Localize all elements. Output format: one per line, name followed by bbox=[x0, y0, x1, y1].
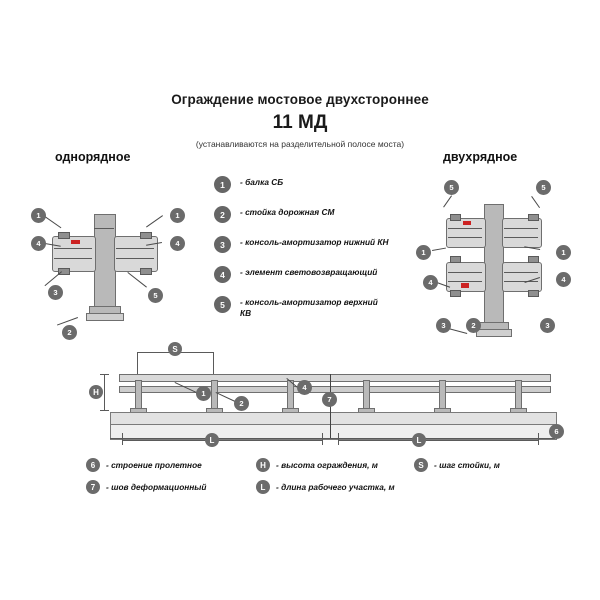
legend-bottom-row bbox=[86, 480, 556, 502]
legend-item bbox=[214, 206, 384, 232]
legend-item bbox=[214, 176, 384, 202]
beam-left-rib bbox=[54, 258, 92, 259]
beam-right bbox=[114, 236, 158, 272]
legend-bottom-row bbox=[86, 458, 556, 480]
legend-bullet: L bbox=[256, 480, 270, 494]
dimension-line-length-right bbox=[338, 440, 538, 441]
beam-rib bbox=[504, 228, 538, 229]
dimension-badge-length-right: L bbox=[412, 433, 426, 447]
legend-text: - шов деформационный bbox=[106, 482, 207, 492]
legend-text: - высота ограждения, м bbox=[276, 460, 378, 470]
label-double-row: двухрядное bbox=[443, 150, 518, 164]
legend-bullet: H bbox=[256, 458, 270, 472]
legend-bullet: 4 bbox=[214, 266, 231, 283]
callout-beam: 1 bbox=[196, 386, 211, 401]
beam-rib bbox=[504, 237, 538, 238]
post-cap bbox=[94, 228, 114, 229]
bracket-lower-left bbox=[450, 290, 461, 297]
callout-reflector: 4 bbox=[297, 380, 312, 395]
leader-line bbox=[443, 195, 452, 207]
legend-text: - строение пролетное bbox=[106, 460, 202, 470]
callout-beam-right: 1 bbox=[170, 208, 185, 223]
callout-console-upper: 5 bbox=[148, 288, 163, 303]
dimension-tick bbox=[338, 433, 339, 445]
legend-bullet: 2 bbox=[214, 206, 231, 223]
legend-text: - элемент световозвращающий bbox=[240, 267, 378, 277]
callout-span-structure: 6 bbox=[549, 424, 564, 439]
legend-item bbox=[214, 236, 389, 262]
bracket-upper-left bbox=[450, 214, 461, 221]
legend-item bbox=[256, 458, 378, 472]
post-vertical bbox=[484, 204, 504, 324]
leader-line bbox=[44, 216, 61, 228]
dimension-tick bbox=[100, 374, 109, 375]
legend-bullet: 5 bbox=[214, 296, 231, 313]
bracket-lower-right bbox=[528, 290, 539, 297]
callout-beam-left: 1 bbox=[416, 245, 431, 260]
legend-text: - длина рабочего участка, м bbox=[276, 482, 395, 492]
legend-bullet: 6 bbox=[86, 458, 100, 472]
leader-line bbox=[146, 215, 163, 227]
beam-rib bbox=[504, 281, 538, 282]
bracket-mid-right bbox=[528, 256, 539, 263]
callout-console-lower-right: 3 bbox=[540, 318, 555, 333]
dimension-tick bbox=[137, 352, 138, 374]
bracket-lower-right bbox=[140, 268, 152, 275]
dimension-tick bbox=[100, 410, 109, 411]
leader-line bbox=[432, 248, 446, 251]
beam-rib bbox=[448, 272, 482, 273]
beam-right-rib bbox=[116, 248, 154, 249]
reflector-left bbox=[71, 240, 80, 244]
reflector-upper-left bbox=[463, 221, 471, 225]
leader-line bbox=[448, 328, 468, 334]
callout-reflector-right: 4 bbox=[170, 236, 185, 251]
legend-text: - шаг стойки, м bbox=[434, 460, 500, 470]
beam-rib bbox=[448, 281, 482, 282]
callout-post: 2 bbox=[466, 318, 481, 333]
dimension-badge-step: S bbox=[168, 342, 182, 356]
beam-upper-right bbox=[502, 218, 542, 248]
callout-beam-left: 1 bbox=[31, 208, 46, 223]
product-code: 11 МД bbox=[272, 112, 328, 133]
page-title: Ограждение мостовое двухстороннее bbox=[171, 92, 429, 107]
callout-console-upper-right: 5 bbox=[536, 180, 551, 195]
legend-bullet: 7 bbox=[86, 480, 100, 494]
legend-text: - консоль-амортизатор верхний КВ bbox=[240, 297, 378, 318]
reflector-lower-left bbox=[461, 283, 469, 288]
post-foundation bbox=[476, 329, 512, 337]
bracket-upper-left bbox=[58, 232, 70, 239]
legend-item bbox=[414, 458, 500, 472]
leader-line bbox=[216, 392, 236, 402]
legend-bottom bbox=[86, 458, 556, 502]
callout-console-upper-left: 5 bbox=[444, 180, 459, 195]
bracket-upper-right bbox=[528, 214, 539, 221]
deck-edge bbox=[110, 438, 555, 439]
legend-text: - стойка дорожная СМ bbox=[240, 207, 335, 217]
callout-expansion-joint: 7 bbox=[322, 392, 337, 407]
legend-item bbox=[86, 480, 206, 494]
legend-bullet: 3 bbox=[214, 236, 231, 253]
bracket-upper-right bbox=[140, 232, 152, 239]
beam-rib bbox=[448, 228, 482, 229]
leader-line bbox=[531, 196, 540, 208]
rail-top bbox=[119, 374, 551, 382]
dimension-badge-length-left: L bbox=[205, 433, 219, 447]
callout-console-lower: 3 bbox=[48, 285, 63, 300]
callout-reflector-left: 4 bbox=[423, 275, 438, 290]
label-single-row: однорядное bbox=[55, 150, 131, 164]
callout-console-lower-left: 3 bbox=[436, 318, 451, 333]
dimension-tick bbox=[213, 352, 214, 374]
post-foundation bbox=[86, 313, 124, 321]
legend-item bbox=[256, 480, 395, 494]
dimension-tick bbox=[322, 433, 323, 445]
beam-left-rib bbox=[54, 248, 92, 249]
callout-post: 2 bbox=[62, 325, 77, 340]
dimension-tick bbox=[122, 433, 123, 445]
legend-text: - консоль-амортизатор нижний КН bbox=[240, 237, 389, 247]
legend-item bbox=[214, 266, 384, 292]
callout-reflector-left: 4 bbox=[31, 236, 46, 251]
callout-beam-right: 1 bbox=[556, 245, 571, 260]
callout-post: 2 bbox=[234, 396, 249, 411]
dimension-line-height bbox=[104, 374, 105, 410]
beam-rib bbox=[448, 237, 482, 238]
legend-item bbox=[214, 296, 384, 322]
dimension-tick bbox=[538, 433, 539, 445]
legend-bullet: 1 bbox=[214, 176, 231, 193]
bracket-mid-left bbox=[450, 256, 461, 263]
page-subtitle: (устанавливаются на разделительной полосе моста) bbox=[195, 139, 405, 149]
dimension-line-length-left bbox=[122, 440, 322, 441]
dimension-badge-height: H bbox=[89, 385, 103, 399]
legend-list bbox=[214, 176, 389, 326]
legend-text: - балка СБ bbox=[240, 177, 284, 187]
leader-line bbox=[45, 271, 62, 286]
callout-reflector-right: 4 bbox=[556, 272, 571, 287]
legend-bullet: S bbox=[414, 458, 428, 472]
beam-right-rib bbox=[116, 258, 154, 259]
beam-rib bbox=[504, 272, 538, 273]
legend-item bbox=[86, 458, 202, 472]
